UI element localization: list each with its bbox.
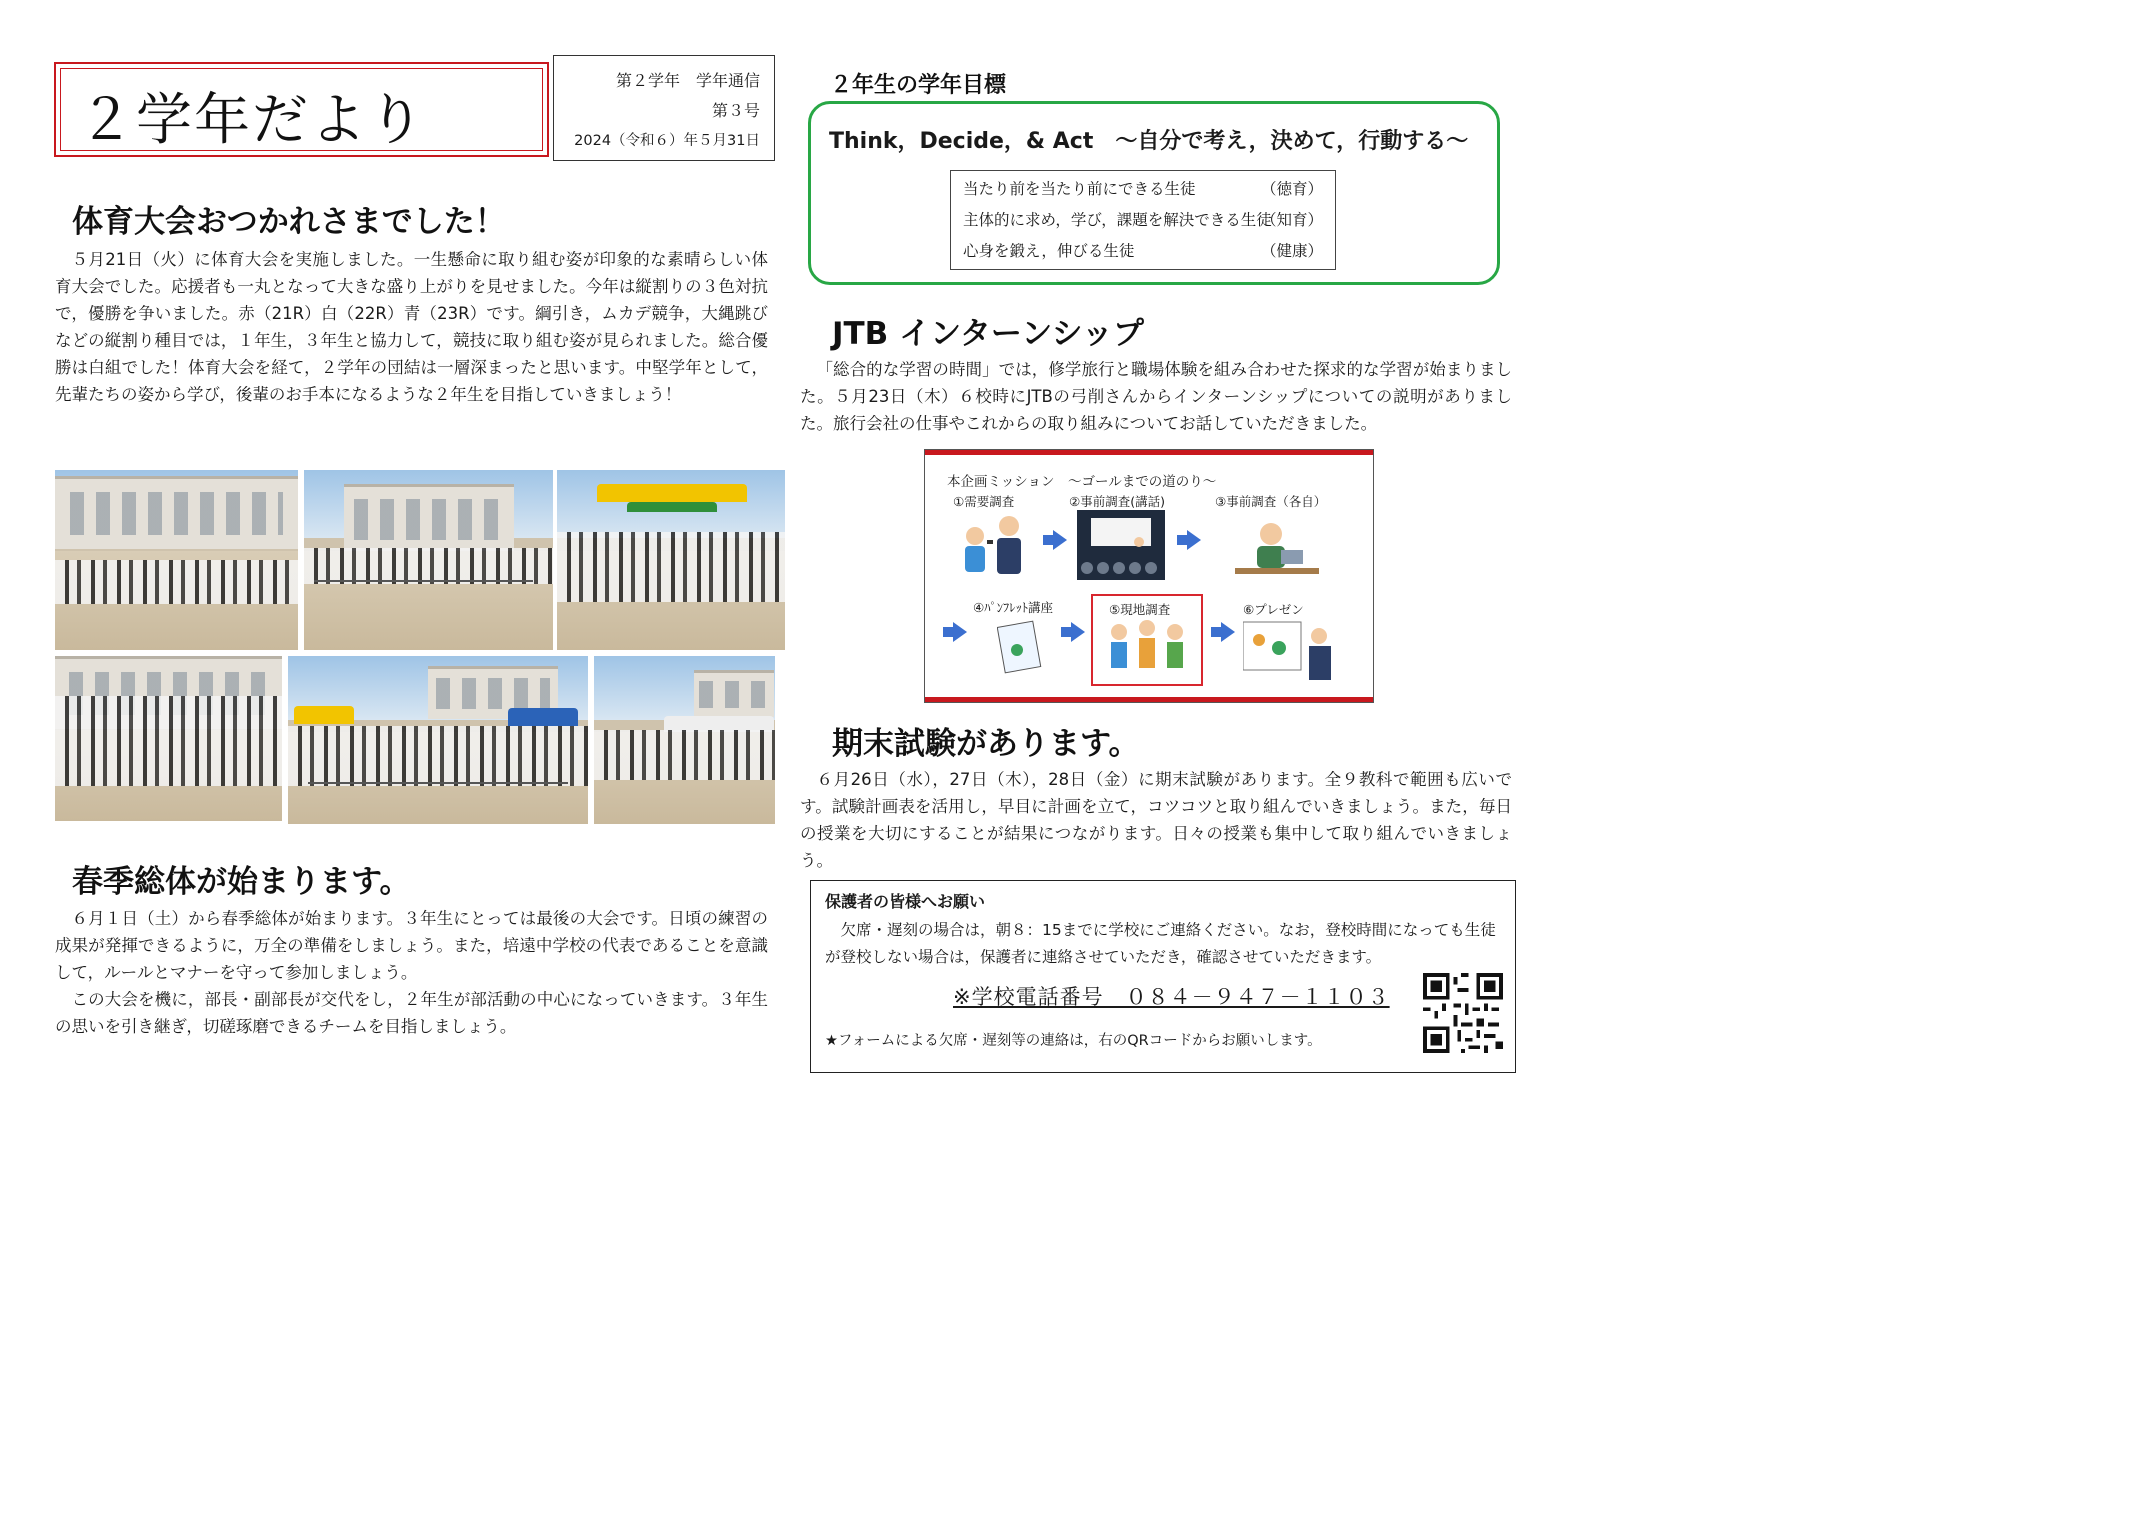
issue-grade-label: 第２学年 学年通信 (615, 71, 760, 90)
absence-form-note: ★フォームによる欠席・遅刻等の連絡は，右のQRコードからお願いします。 (825, 1033, 1322, 1049)
exam-paragraph: ６月26日（水），27日（木），28日（金）に期末試験があります。全９教科で範囲も広いです。試験計画表を活用し，早目に計画を立て，コツコツと取り組んでいきましょう。また，毎日の授業を大切にすることが結果につながります。日々の授業も集中して取り組んでいきましょう。 (800, 770, 1512, 870)
photo-long-jump-rope (594, 656, 775, 824)
step-label: ⑥プレゼン (1243, 602, 1304, 617)
jtb-mission-slide (924, 449, 1374, 703)
lecture-illustration (1077, 510, 1165, 580)
photo-running-students (55, 470, 298, 650)
exam-heading: 期末試験があります。 (832, 726, 1140, 762)
school-phone-number: ※学校電話番号 ０８４－９４７－１１０３ (953, 985, 1390, 1009)
goal-text: 主体的に求め，学び，課題を解決できる生徒 (963, 211, 1272, 229)
self-study-illustration (1235, 512, 1319, 582)
step-label: ③事前調査（各自） (1215, 494, 1327, 509)
presentation-illustration (1243, 618, 1339, 682)
grade-goals-box (808, 101, 1500, 285)
arrow-icon (1071, 622, 1085, 642)
issue-date: 2024（令和６）年５月31日 (574, 133, 760, 149)
grade-goals-heading: ２年生の学年目標 (830, 73, 1007, 98)
step-label: ①需要調査 (953, 494, 1015, 509)
arrow-icon (1187, 530, 1201, 550)
pamphlet-illustration (997, 620, 1043, 674)
arrow-icon (1053, 530, 1067, 550)
arrow-icon (1221, 622, 1235, 642)
slide-title: 本企画ミッション ～ゴールまでの道のり～ (947, 474, 1217, 490)
goal-category: （知育） (1260, 211, 1323, 229)
slide-top-bar (925, 450, 1373, 455)
spring-tournament-paragraph-1: ６月１日（土）から春季総体が始まります。３年生にとっては最後の大会です。日頃の練習の成果が発揮できるように，万全の準備をしましょう。また，培遠中学校の代表であることを意識して，ルールとマナーを守って参加しましょう。 (55, 909, 769, 982)
goal-row (963, 174, 1323, 204)
newsletter-title: ２学年だより (78, 88, 426, 153)
spring-tournament-paragraph-2: この大会を機に，部長・副部長が交代をし，２年生が部活動の中心になっていきます。３年生の思いを引き継ぎ，切磋琢磨できるチームを目指しましょう。 (55, 990, 768, 1036)
goal-row (963, 205, 1323, 235)
grade-goals-motto: Think，Decide，& Act ～自分で考え，決めて，行動する～ (829, 129, 1469, 154)
sports-day-paragraph: ５月21日（火）に体育大会を実施しました。一生懸命に取り組む姿が印象的な素晴らしい体育大会でした。応援者も一丸となって大きな盛り上がりを見せました。今年は縦割りの３色対抗で，優勝を争いました。赤（21R）白（22R）青（23R）です。綱引き，ムカデ競争，大縄跳びなどの縦割り種目では，１年生，３年生と協力して，競技に取り組む姿が見られました。総合優勝は白組でした！体育大会を経て，２学年の団結は一層深まったと思います。中堅学年として，先輩たちの姿から学び，後輩のお手本になるような２年生を目指していきましょう！ (55, 250, 768, 404)
goal-text: 心身を鍛え，伸びる生徒 (963, 242, 1135, 260)
issue-info-box (553, 55, 775, 161)
parent-notice-box (810, 880, 1516, 1073)
photo-jump-rope (288, 656, 588, 824)
sports-day-heading: 体育大会おつかれさまでした！ (72, 204, 506, 240)
parent-notice-title: 保護者の皆様へお願い (825, 892, 986, 911)
absence-form-qr-code[interactable] (1423, 973, 1503, 1053)
exam-body (800, 766, 1512, 874)
field-survey-illustration (1093, 596, 1201, 684)
parent-notice-text: 欠席・遅刻の場合は，朝８：15までに学校にご連絡ください。なお，登校時間になっても生徒が登校しない場合は，保護者に連絡させていただき，確認させていただきます。 (825, 921, 1496, 966)
photo-centipede-race (557, 470, 785, 650)
slide-bottom-bar (925, 697, 1373, 702)
grade-goals-table (950, 170, 1336, 270)
parent-notice-body (825, 917, 1507, 971)
spring-tournament-body (55, 905, 768, 1040)
field-survey-highlight (1091, 594, 1203, 686)
step-label: ②事前調査(講話) (1069, 494, 1165, 509)
goal-row (963, 236, 1323, 266)
goal-category: （健康） (1260, 242, 1323, 260)
issue-number: 第３号 (711, 101, 760, 120)
photo-tug-of-war (304, 470, 553, 650)
jtb-body (800, 356, 1512, 437)
photo-line-of-students (55, 656, 282, 821)
spring-tournament-heading: 春季総体が始まります。 (72, 864, 411, 900)
step-label: ⑤現地調査 (1109, 602, 1171, 617)
jtb-heading: JTB インターンシップ (832, 316, 1144, 352)
arrow-icon (953, 622, 967, 642)
step-label: ④ﾊﾟﾝﾌﾚｯﾄ講座 (973, 600, 1053, 615)
sports-day-body (55, 246, 768, 408)
goal-text: 当たり前を当たり前にできる生徒 (963, 180, 1196, 198)
interview-illustration (953, 512, 1033, 580)
newsletter-title-box (54, 62, 549, 157)
goal-category: （徳育） (1260, 180, 1323, 198)
jtb-paragraph: 「総合的な学習の時間」では，修学旅行と職場体験を組み合わせた探求的な学習が始まりました。５月23日（木）６校時にJTBの弓削さんからインターンシップについての説明がありました。旅行会社の仕事やこれからの取り組みについてお話していただきました。 (800, 360, 1512, 433)
